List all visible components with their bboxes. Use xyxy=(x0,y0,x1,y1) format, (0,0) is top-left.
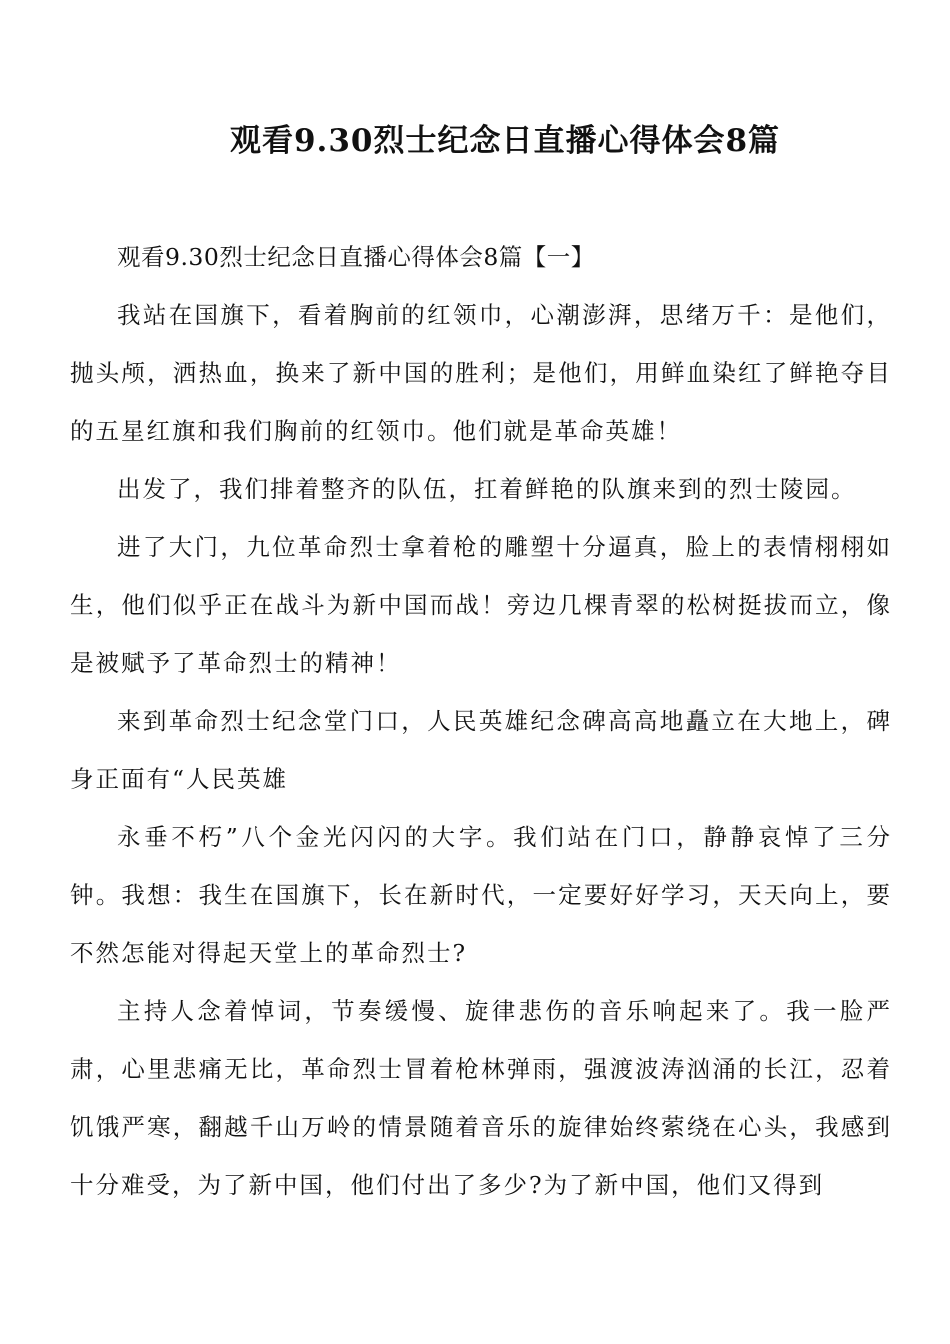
paragraph: 主持人念着悼词，节奏缓慢、旋律悲伤的音乐响起来了。我一脸严肃，心里悲痛无比，革命烈士冒着枪林弹雨，强渡波涛汹涌的长江，忍着饥饿严寒，翻越千山万岭的情景随着音乐的旋律始终萦绕在心头，我感到十分难受，为了新中国，他们付出了多少?为了新中国，他们又得到 xyxy=(70,997,892,1199)
paragraph: 出发了，我们排着整齐的队伍，扛着鲜艳的队旗来到的烈士陵园。 xyxy=(117,475,857,503)
paragraph: 永垂不朽”八个金光闪闪的大字。我们站在门口，静静哀悼了三分钟。我想：我生在国旗下，长在新时代，一定要好好学习，天天向上，要不然怎能对得起天堂上的革命烈士? xyxy=(70,823,892,967)
document-body xyxy=(70,228,892,1214)
paragraph: 进了大门，九位革命烈士拿着枪的雕塑十分逼真，脸上的表情栩栩如生，他们似乎正在战斗为新中国而战！旁边几棵青翠的松树挺拔而立，像是被赋予了革命烈士的精神！ xyxy=(70,533,892,677)
paragraph: 来到革命烈士纪念堂门口，人民英雄纪念碑高高地矗立在大地上，碑身正面有“人民英雄 xyxy=(70,707,892,793)
section-heading: 观看9.30烈士纪念日直播心得体会8篇【一】 xyxy=(117,243,595,271)
paragraph: 我站在国旗下，看着胸前的红领巾，心潮澎湃，思绪万千：是他们，抛头颅，洒热血，换来了新中国的胜利；是他们，用鲜血染红了鲜艳夺目的五星红旗和我们胸前的红领巾。他们就是革命英雄！ xyxy=(70,301,892,445)
document-title: 观看9.30烈士纪念日直播心得体会8篇 xyxy=(229,122,781,159)
